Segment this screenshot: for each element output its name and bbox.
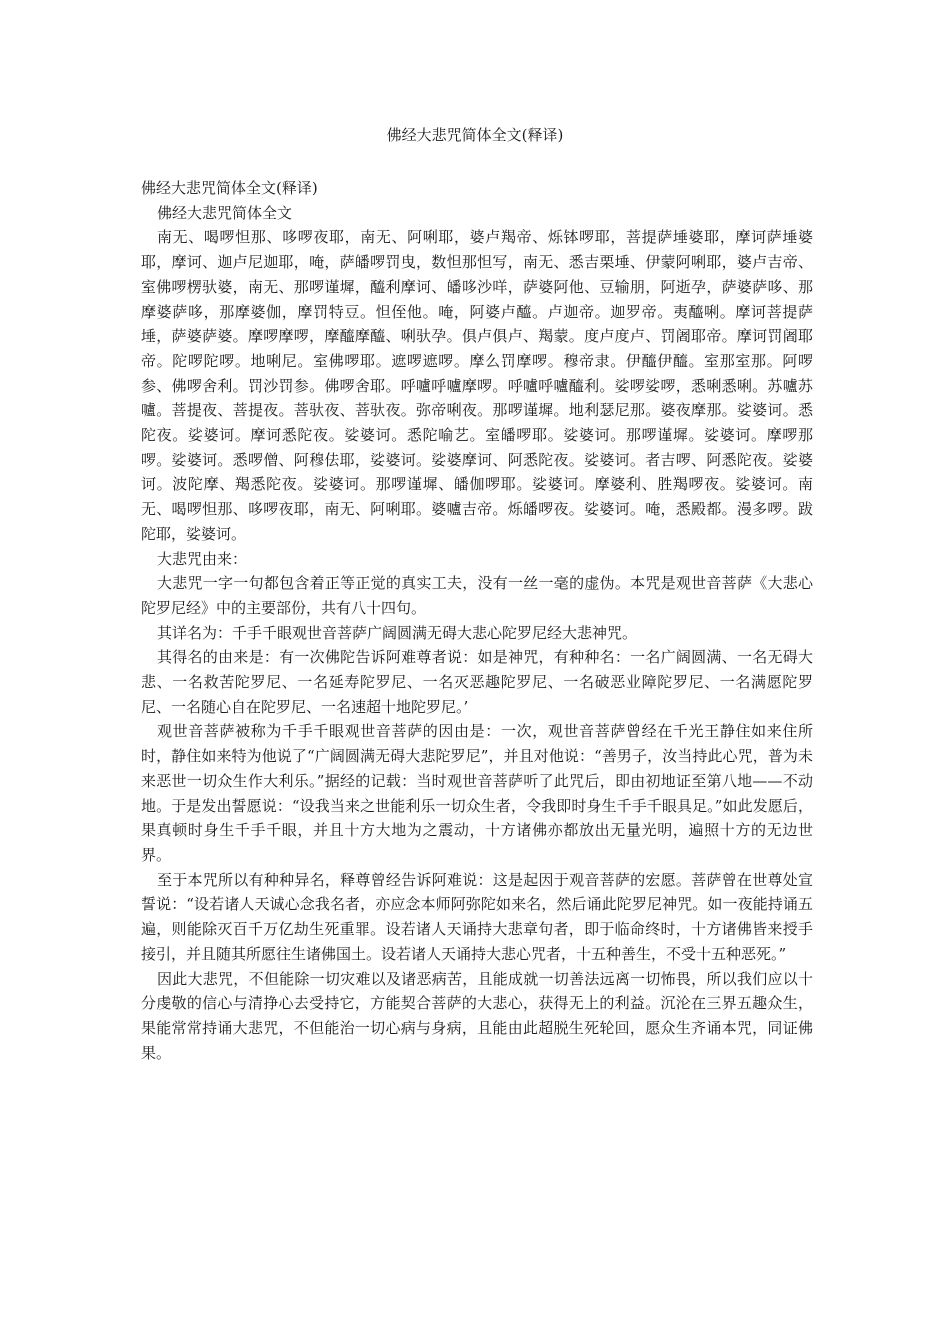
page-title: 佛经大悲咒简体全文(释译)	[386, 126, 564, 144]
paragraph-thousand-hands: 观世音菩萨被称为千手千眼观世音菩萨的因由是：一次，观世音菩萨曾经在千光王静住如来住所时，静住如来特为他说了“广阔圆满无碍大悲陀罗尼”，并且对他说：“善男子，汝当持此心咒，普为未来恶世一切众生作大利乐。”据经的记载：当时观世音菩萨听了此咒后，即由初地证至第八地——不动地。于是发出誓愿说：“设我当来之世能利乐一切众生者，令我即时身生千手千眼具足。”如此发愿后，果真顿时身生千手千眼，并且十方大地为之震动，十方诸佛亦都放出无量光明，遍照十方的无边世界。	[141, 722, 813, 864]
subheading: 佛经大悲咒简体全文	[157, 203, 293, 222]
section-heading: 佛经大悲咒简体全文(释译)	[141, 179, 318, 197]
document-body	[141, 176, 813, 1065]
origin-heading: 大悲咒由来：	[157, 549, 248, 568]
paragraph-full-name: 其详名为：千手千眼观世音菩萨广阔圆满无碍大悲心陀罗尼经大悲神咒。	[157, 623, 638, 642]
paragraph-conclusion: 因此大悲咒，不但能除一切灾难以及诸恶病苦，且能成就一切善法远离一切怖畏，所以我们应以十分虔敬的信心与清挣心去受持它，方能契合菩萨的大悲心，获得无上的利益。沉沦在三界五趣众生，果能常常持诵大悲咒，不但能治一切心病与身病，且能由此超脱生死轮回，愿众生齐诵本咒，同证佛果。	[141, 969, 813, 1062]
paragraph-name-origin: 其得名的由来是：有一次佛陀告诉阿难尊者说：如是神咒，有种种名：一名广阔圆满、一名无碍大悲、一名救苦陀罗尼、一名延寿陀罗尼、一名灭恶趣陀罗尼、一名破恶业障陀罗尼、一名满愿陀罗尼、一名随心自在陀罗尼、一名速超十地陀罗尼。’	[141, 648, 813, 716]
paragraph-intro: 大悲咒一字一句都包含着正等正觉的真实工夫，没有一丝一毫的虚伪。本咒是观世音菩萨《大悲心陀罗尼经》中的主要部份，共有八十四句。	[141, 574, 813, 617]
paragraph-vows: 至于本咒所以有种种异名，释尊曾经告诉阿难说：这是起因于观音菩萨的宏愿。菩萨曾在世尊处宣誓说：“设若诸人天诚心念我名者，亦应念本师阿弥陀如来名，然后诵此陀罗尼神咒。如一夜能持诵五遍，则能除灭百千万亿劫生死重罪。设若诸人天诵持大悲章句者，即于临命终时，十方诸佛皆来授手接引，并且随其所愿往生诸佛国土。设若诸人天诵持大悲心咒者，十五种善生，不受十五种恶死。”	[141, 870, 813, 963]
mantra-text: 南无、喝啰怛那、哆啰夜耶，南无、阿唎耶，婆卢羯帝、烁钵啰耶，菩提萨埵婆耶，摩诃萨埵婆耶，摩诃、迦卢尼迦耶，唵，萨皤啰罚曳，数怛那怛写，南无、悉吉栗埵、伊蒙阿唎耶，婆卢吉帝、室佛啰楞驮婆，南无、那啰谨墀，醯利摩诃、皤哆沙咩，萨婆阿他、豆输朋，阿逝孕，萨婆萨哆、那摩婆萨哆，那摩婆伽，摩罚特豆。怛侄他。唵，阿婆卢醯。卢迦帝。迦罗帝。夷醯唎。摩诃菩提萨埵，萨婆萨婆。摩啰摩啰，摩醯摩醯、唎驮孕。俱卢俱卢、羯蒙。度卢度卢、罚阇耶帝。摩诃罚阇耶帝。陀啰陀啰。地唎尼。室佛啰耶。遮啰遮啰。摩么罚摩啰。穆帝隶。伊醯伊醯。室那室那。阿啰参、佛啰舍利。罚沙罚参。佛啰舍耶。呼嚧呼嚧摩啰。呼嚧呼嚧醯利。娑啰娑啰，悉唎悉唎。苏嚧苏嚧。菩提夜、菩提夜。菩驮夜、菩驮夜。弥帝唎夜。那啰谨墀。地利瑟尼那。婆夜摩那。娑婆诃。悉陀夜。娑婆诃。摩诃悉陀夜。娑婆诃。悉陀喻艺。室皤啰耶。娑婆诃。那啰谨墀。娑婆诃。摩啰那啰。娑婆诃。悉啰僧、阿穆佉耶，娑婆诃。娑婆摩诃、阿悉陀夜。娑婆诃。者吉啰、阿悉陀夜。娑婆诃。波陀摩、羯悉陀夜。娑婆诃。那啰谨墀、皤伽啰耶。娑婆诃。摩婆利、胜羯啰夜。娑婆诃。南无、喝啰怛那、哆啰夜耶，南无、阿唎耶。婆嚧吉帝。烁皤啰夜。娑婆诃。唵，悉殿都。漫多啰。跋陀耶，娑婆诃。	[141, 228, 813, 543]
